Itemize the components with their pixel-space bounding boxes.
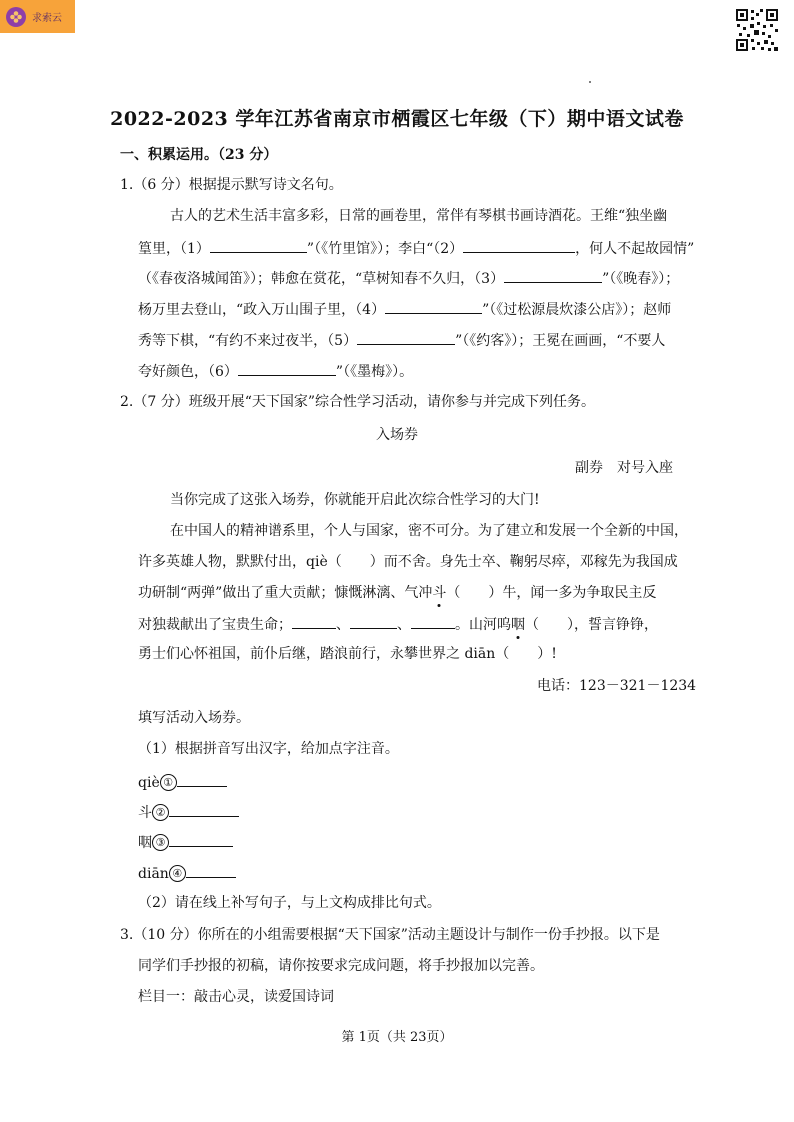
ticket-paragraph-2: 许多英雄人物，默默付出，qiè（ ）而不舍。身先士卒、鞠躬尽瘁，邓稼先为我国成 (138, 554, 678, 570)
task-label: 填写活动入场券。 (138, 710, 250, 726)
scan-dot (589, 81, 591, 83)
q3-heading: 3.（10 分）你所在的小组需要根据“天下国家”活动主题设计与制作一份手抄报。以下是 (120, 927, 660, 943)
page-title: 2022-2023 学年江苏省南京市栖霞区七年级（下）期中语文试卷 (110, 108, 684, 130)
answer-row-1: qiè ① (138, 772, 227, 792)
ticket-paragraph-1: 在中国人的精神谱系里，个人与国家，密不可分。为了建立和发展一个全新的中国， (170, 523, 688, 539)
answer-blank-5[interactable] (357, 330, 455, 345)
answer-line-1[interactable] (177, 772, 227, 787)
ticket-subtitle: 副券 对号入座 (575, 460, 673, 476)
answer-blank-2[interactable] (463, 238, 575, 253)
parallel-blank-3[interactable] (411, 614, 455, 629)
qr-code-icon[interactable] (735, 8, 779, 52)
page-footer: 第 1页（共 23页） (341, 1030, 453, 1045)
ticket-paragraph-3: 功研制“两弹”做出了重大贡献；慷慨淋漓、气冲斗（ ）牛，闻一多为争取民主反 (138, 585, 657, 601)
ticket-intro: 当你完成了这张入场券，你就能开启此次综合性学习的大门! (170, 492, 540, 508)
flower-logo-icon (6, 7, 26, 27)
ticket-title: 入场券 (376, 427, 418, 443)
answer-blank-4[interactable] (385, 299, 482, 314)
site-logo[interactable] (0, 0, 75, 33)
section-heading: 一、积累运用。（23 分） (120, 147, 278, 163)
q1-line-4: 杨万里去登山，“政入万山围子里，（4） ”（《过松源晨炊漆公店》）；赵师 (138, 299, 671, 319)
parallel-blank-1[interactable] (292, 614, 336, 629)
q1-line-1: 古人的艺术生活丰富多彩，日常的画卷里，常伴有琴棋书画诗酒花。王维“独坐幽 (170, 208, 668, 224)
answer-blank-3[interactable] (504, 268, 602, 283)
ticket-paragraph-4: 对独裁献出了宝贵生命； 、 、 。山河呜咽（ ），誓言铮铮， (138, 614, 658, 634)
answer-line-4[interactable] (186, 863, 236, 878)
q3-line-2: 同学们手抄报的初稿，请你按要求完成问题，将手抄报加以完善。 (138, 958, 544, 974)
answer-blank-1[interactable] (210, 238, 307, 253)
q1-line-6: 夸好颜色，（6） ”（《墨梅》）。 (138, 361, 413, 381)
q2-heading: 2.（7 分）班级开展“天下国家”综合性学习活动，请你参与并完成下列任务。 (120, 394, 596, 410)
ticket-paragraph-5: 勇士们心怀祖国，前仆后继，踏浪前行，永攀世界之 diān（ ）! (138, 646, 557, 662)
subquestion-2: （2）请在线上补写句子，与上文构成排比句式。 (138, 895, 441, 911)
q1-line-5: 秀等下棋，“有约不来过夜半，（5） ”（《约客》）；王冕在画画，“不要人 (138, 330, 665, 350)
answer-line-2[interactable] (169, 802, 239, 817)
answer-row-2: 斗 ② (138, 802, 239, 822)
parallel-blank-2[interactable] (350, 614, 397, 629)
answer-row-4: diān ④ (138, 863, 236, 883)
answer-blank-6[interactable] (238, 361, 336, 376)
q1-line-2: 篁里，（1） ”（《竹里馆》）；李白“（2） ，何人不起故园情” (138, 238, 694, 258)
q1-line-3: （《春夜洛城闻笛》）；韩愈在赏花，“草树知春不久归，（3） ”（《晚春》）； (138, 268, 679, 288)
ticket-phone: 电话：123－321－1234 (537, 678, 697, 694)
q3-line-3: 栏目一：敲击心灵，读爱国诗词 (138, 989, 334, 1005)
subquestion-1: （1）根据拼音写出汉字，给加点字注音。 (138, 741, 399, 757)
answer-row-3: 咽 ③ (138, 832, 233, 852)
logo-text: 求索云 (32, 13, 62, 24)
answer-line-3[interactable] (169, 832, 233, 847)
q1-heading: 1.（6 分）根据提示默写诗文名句。 (120, 177, 343, 193)
